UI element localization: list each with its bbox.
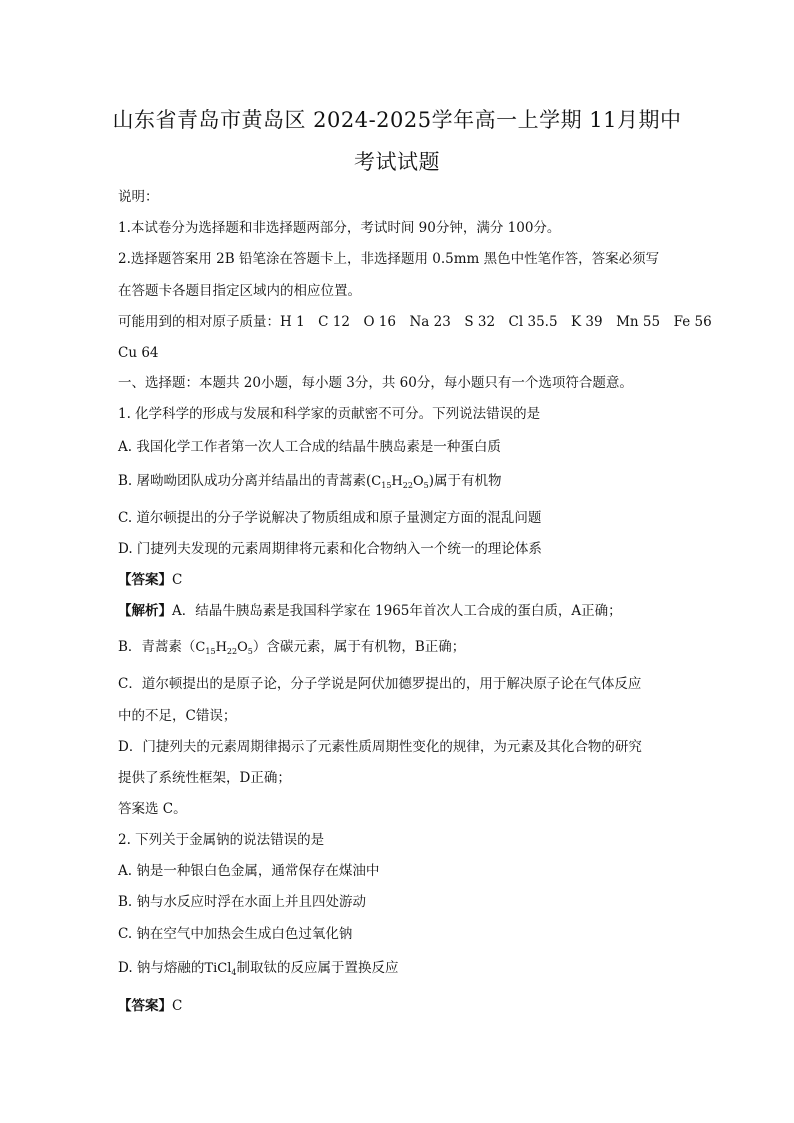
answer-label: 【答案】 xyxy=(118,998,172,1014)
document-title: 山东省青岛市黄岛区 2024-2025学年高一上学期 11月期中 xyxy=(112,108,682,132)
q2-option-a: A. 钠是一种银白色金属，通常保存在煤油中 xyxy=(118,863,380,879)
q2-option-d: D. 钠与熔融的TiCl$_4$制取钛的反应属于置换反应 xyxy=(118,958,688,983)
q1-analysis-d-line-2: 提供了系统性框架，D正确； xyxy=(118,770,291,786)
q2-stem: 2. 下列关于金属钠的说法错误的是 xyxy=(118,832,325,848)
ticl4-formula: TiCl$_4$ xyxy=(204,961,237,977)
q2-answer xyxy=(118,996,688,1016)
q1-analysis-c-line-2: 中的不足，C错误； xyxy=(118,708,237,724)
atomic-masses-line-1: 可能用到的相对原子质量：H 1 C 12 O 16 Na 23 S 32 Cl 35.5 K 39 Mn 55 Fe 56 xyxy=(118,314,712,330)
q1-analysis-b: B．青蒿素$(C_{15}H_{22}O_5)$含碳元素，属于有机物，B正确； xyxy=(118,637,688,662)
q1-analysis-d-line-1: D．门捷列夫的元素周期律揭示了元素性质周期性变化的规律，为元素及其化合物的研究 xyxy=(118,739,642,755)
q1-answer xyxy=(118,570,688,590)
q1-option-b-text: B. 屠呦呦团队成功分离并结晶出的青蒿素( xyxy=(118,473,372,489)
q1-option-d: D. 门捷列夫发现的元素周期律将元素和化合物纳入一个统一的理论体系 xyxy=(118,541,542,557)
notes-heading: 说明： xyxy=(118,189,159,205)
note-1: 1.本试卷分为选择题和非选择题两部分，考试时间 90分钟，满分 100分。 xyxy=(118,220,561,236)
q1-analysis-c-line-1: C．道尔顿提出的是原子论，分子学说是阿伏加德罗提出的，用于解决原子论在气体反应 xyxy=(118,676,642,692)
note-2-line-1: 2.选择题答案用 2B 铅笔涂在答题卡上，非选择题用 0.5mm 黑色中性笔作答，答案必须写 xyxy=(118,251,660,267)
q1-analysis-a: 【解析】A．结晶牛胰岛素是我国科学家在 1965年首次人工合成的蛋白质，A正确； xyxy=(118,603,622,619)
note-2-line-2: 在答题卡各题目指定区域内的相应位置。 xyxy=(118,283,361,299)
q1-option-a: A. 我国化学工作者第一次人工合成的结晶牛胰岛素是一种蛋白质 xyxy=(118,439,501,455)
analysis-label: 【解析】 xyxy=(118,603,172,619)
artemisinin-formula-analysis: $C_{15}H_{22}O_5$ xyxy=(195,640,253,656)
answer-label: 【答案】 xyxy=(118,572,172,588)
answer-value: C xyxy=(172,572,183,588)
atomic-masses-line-2: Cu 64 xyxy=(118,345,159,361)
q1-conclusion: 答案选 C。 xyxy=(118,801,187,817)
section-heading: 一、选择题：本题共 20小题，每小题 3分，共 60分，每小题只有一个选项符合题意。 xyxy=(118,375,633,391)
artemisinin-formula: $C_{15}H_{22}O_5$ xyxy=(371,474,429,490)
q2-option-b: B. 钠与水反应时浮在水面上并且四处游动 xyxy=(118,894,367,910)
q1-option-b xyxy=(118,471,688,496)
q1-option-b-tail: )属于有机物 xyxy=(428,473,502,489)
document-title-continued: 考试试题 xyxy=(354,150,440,174)
answer-value: C xyxy=(172,998,183,1014)
q1-option-c: C. 道尔顿提出的分子学说解决了物质组成和原子量测定方面的混乱问题 xyxy=(118,510,542,526)
q1-stem: 1. 化学科学的形成与发展和科学家的贡献密不可分。下列说法错误的是 xyxy=(118,406,541,422)
q2-option-c: C. 钠在空气中加热会生成白色过氧化钠 xyxy=(118,926,353,942)
